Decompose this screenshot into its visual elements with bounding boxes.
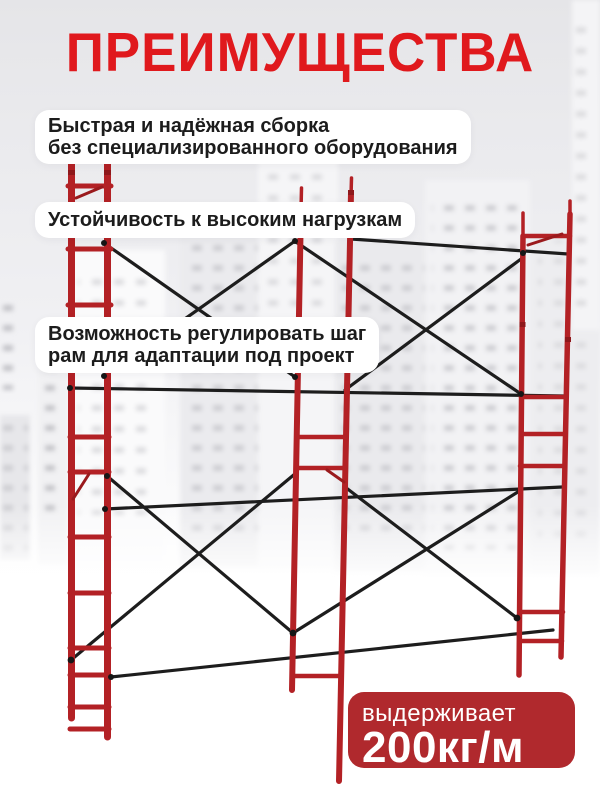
benefit-card <box>35 317 379 373</box>
capacity-label: выдерживает <box>362 700 516 727</box>
benefit-card <box>35 202 415 238</box>
benefit-line: без специализированного оборудования <box>48 137 458 159</box>
capacity-value: 200кг/м <box>362 723 525 773</box>
page-title: ПРЕИМУЩЕСТВА <box>65 21 535 84</box>
benefit-line: Быстрая и надёжная сборка <box>48 115 330 137</box>
benefit-line: Возможность регулировать шаг <box>48 323 367 345</box>
benefit-line: рам для адаптации под проект <box>48 345 355 367</box>
benefit-card <box>35 110 471 164</box>
capacity-badge <box>348 692 575 773</box>
benefit-line: Устойчивость к высоким нагрузкам <box>48 209 403 231</box>
